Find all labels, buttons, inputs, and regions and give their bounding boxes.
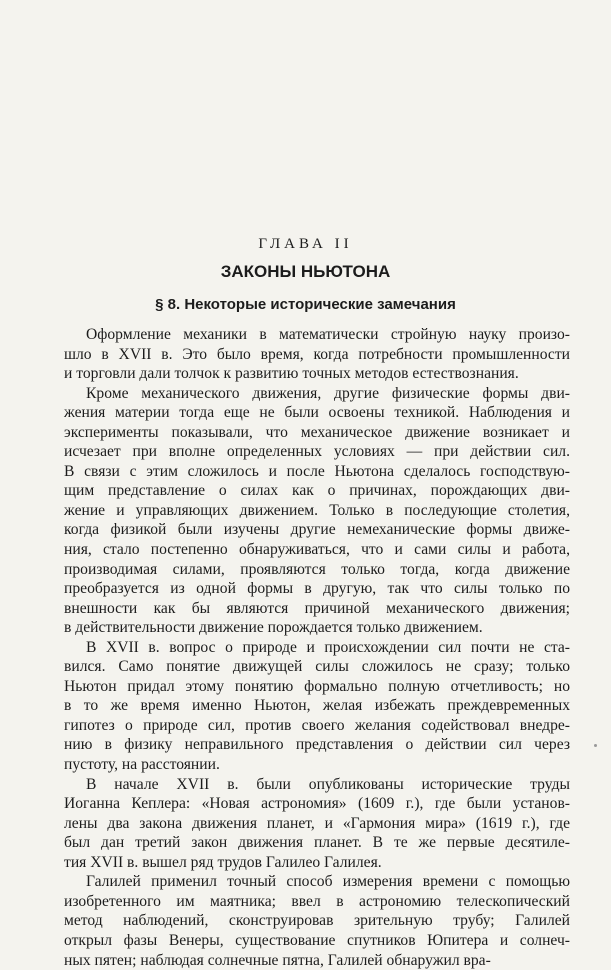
text-line: Кроме механического движения, другие физические формы дви-: [64, 384, 570, 404]
paragraph: [64, 638, 570, 775]
paragraph: [64, 775, 570, 873]
text-line: Оформление механики в математически стройную науку произо-: [64, 325, 570, 345]
chapter-title: ЗАКОНЫ НЬЮТОНА: [0, 262, 611, 282]
text-line: ния, стало постепенно обнаруживаться, что и сами силы и работа,: [64, 540, 570, 560]
text-line: Ньютон придал этому понятию формально полную отчетливость; но: [64, 677, 570, 697]
text-line: гипотез о природе сил, против своего желания содействовал внедре-: [64, 716, 570, 736]
text-line: исчезает при вполне определенных условиях — при действии сил.: [64, 442, 570, 462]
paragraph: [64, 872, 570, 970]
text-line: внешности как бы являются причиной механического движения;: [64, 599, 570, 619]
text-line: когда физикой были изучены другие немеханические формы движе-: [64, 520, 570, 540]
text-line: В начале XVII в. были опубликованы исторические труды: [64, 775, 570, 795]
text-line: эксперименты показывали, что механическое движение возникает и: [64, 423, 570, 443]
print-speck: [594, 744, 597, 747]
text-line: жения материи тогда еще не были освоены техникой. Наблюдения и: [64, 403, 570, 423]
text-line: нию в физику неправильного представления о действии сил через: [64, 735, 570, 755]
text-line: производимая силами, проявляются только тогда, когда движение: [64, 560, 570, 580]
text-line: изобретенного им маятника; ввел в астрономию телескопический: [64, 892, 570, 912]
text-line: шло в XVII в. Это было время, когда потребности промышленности: [64, 345, 570, 365]
section-title: § 8. Некоторые исторические замечания: [0, 296, 611, 313]
chapter-label: ГЛАВА II: [0, 236, 611, 253]
text-line: Иоганна Кеплера: «Новая астрономия» (1609 г.), где были установ-: [64, 794, 570, 814]
text-line: жение и управляющих движением. Только в последующие столетия,: [64, 501, 570, 521]
text-line: ных пятен; наблюдая солнечные пятна, Галилей обнаружил вра-: [64, 951, 570, 970]
text-line: вился. Само понятие движущей силы сложилось не сразу; только: [64, 657, 570, 677]
text-line: В связи с этим сложилось и после Ньютона сделалось господствую-: [64, 462, 570, 482]
text-line: лены два закона движения планет, и «Гармония мира» (1619 г.), где: [64, 814, 570, 834]
text-line: и торговли дали толчок к развитию точных методов естествознания.: [64, 364, 570, 384]
text-line: щим представление о силах как о причинах, порождающих дви-: [64, 481, 570, 501]
text-line: Галилей применил точный способ измерения времени с помощью: [64, 872, 570, 892]
text-line: метод наблюдений, сконструировав зрительную трубу; Галилей: [64, 911, 570, 931]
paragraph: [64, 384, 570, 638]
text-line: преобразуется из одной формы в другую, так что силы только по: [64, 579, 570, 599]
text-line: В XVII в. вопрос о природе и происхождении сил почти не ста-: [64, 638, 570, 658]
body-text: [64, 325, 570, 970]
text-line: в то же время именно Ньютон, желая избежать преждевременных: [64, 696, 570, 716]
text-line: в действительности движение порождается только движением.: [64, 618, 570, 638]
text-line: тия XVII в. вышел ряд трудов Галилео Галилея.: [64, 853, 570, 873]
paragraph: [64, 325, 570, 384]
text-line: пустоту, на расстоянии.: [64, 755, 570, 775]
text-line: был дан третий закон движения планет. В те же первые десятиле-: [64, 833, 570, 853]
text-line: открыл фазы Венеры, существование спутников Юпитера и солнеч-: [64, 931, 570, 951]
